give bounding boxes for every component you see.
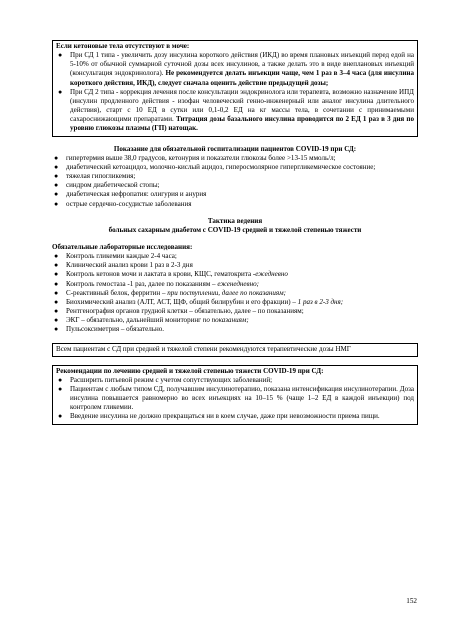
- item-text: синдром диабетической стопы;: [66, 181, 160, 190]
- list-item: [56, 88, 414, 134]
- item-text: Контроль гемостаза -1 раз, далее по показаниям –: [66, 279, 218, 288]
- bullet-icon: ●: [54, 307, 59, 316]
- item-text: При СД 1 типа - увеличить дозу инсулина короткого действия (ИКД) во время плановых инъекций перед едой на 5-10% от обычной суммарной суточной дозы всех инсулинов, а также делать это в виде внеплановых инъекций (консультация эндокринолога).: [70, 51, 414, 78]
- list-item: [52, 316, 418, 325]
- bullet-icon: ●: [54, 162, 59, 171]
- list-item: [56, 385, 414, 412]
- bullet-icon: ●: [58, 375, 63, 384]
- hospitalization-list: [52, 154, 418, 209]
- bullet-icon: ●: [54, 279, 59, 288]
- list-item: [56, 412, 414, 421]
- box-text: Всем пациентам с СД при средней и тяжелой степени рекомендуются терапевтические дозы НМГ: [56, 344, 351, 353]
- item-text: Пульсоксиметрия – обязательно.: [66, 325, 165, 334]
- item-text: Биохимический анализ (АЛТ, АСТ, ЩФ, общий билирубин и его фракции) –: [66, 297, 298, 306]
- ketone-list: [56, 51, 414, 133]
- item-italic-text: при поступлении, далее по показаниям;: [167, 288, 287, 297]
- list-item: [52, 163, 418, 172]
- list-item: [52, 181, 418, 190]
- item-text: тяжелая гипогликемия;: [66, 172, 136, 181]
- bullet-icon: ●: [54, 190, 59, 199]
- item-text: гипертермия выше 38,0 градусов, кетонурия и показатели глюкозы более >13-15 ммоль/л;: [66, 153, 336, 162]
- bullet-icon: ●: [54, 261, 59, 270]
- bullet-icon: ●: [54, 181, 59, 190]
- list-item: [52, 270, 418, 279]
- item-text: Клинический анализ крови 1 раз в 2-3 дня: [66, 261, 193, 270]
- item-text: диабетический кетоацидоз, молочно-кислый ацидоз, гиперосмолярное гипергликемическое состояние;: [66, 162, 376, 171]
- ketone-recommendation-box: [52, 40, 418, 137]
- item-italic-text: еженедневно;: [217, 279, 259, 288]
- item-text: Рентгенография органов грудной клетки – обязательно, далее – по показаниям;: [66, 307, 304, 316]
- bullet-icon: ●: [54, 316, 59, 325]
- list-item: [52, 252, 418, 261]
- tactics-subheading: больных сахарным диабетом с COVID-19 средней и тяжелой степенью тяжести: [108, 225, 362, 234]
- bullet-icon: ●: [54, 199, 59, 208]
- tactics-heading: Тактика ведения: [207, 216, 263, 225]
- page-content: [52, 40, 418, 425]
- item-italic-text: 1 раз в 2-3 дня;: [297, 297, 344, 306]
- item-text: диабетическая нефропатия: олигурия и анурия: [66, 190, 207, 199]
- lab-list: [52, 252, 418, 334]
- item-text: С-реактивный белок, ферритин –: [66, 288, 168, 297]
- list-item: [56, 376, 414, 385]
- item-text: острые сердечно-сосудистые заболевания: [66, 199, 192, 208]
- page-number: 152: [406, 597, 417, 605]
- list-item: [52, 172, 418, 181]
- list-item: [56, 51, 414, 88]
- bullet-icon: ●: [54, 153, 59, 162]
- bullet-icon: ●: [58, 385, 63, 393]
- box-title: Рекомендации по лечению средней и тяжелой степенью тяжести COVID-19 при СД:: [56, 366, 324, 375]
- item-italic-text: ежедневно: [255, 270, 288, 279]
- item-text: Введение инсулина не должно прекращаться ни в коем случае, даже при невозможности приема пищи.: [70, 412, 380, 421]
- treatment-recommendation-box: [52, 365, 418, 425]
- box-title: Если кетоновые тела отсутствуют в моче:: [56, 42, 190, 50]
- bullet-icon: ●: [54, 172, 59, 181]
- item-text: ЭКГ – обязательно, дальнейший мониторинг: [66, 316, 203, 325]
- list-item: [52, 190, 418, 199]
- item-text: При СД 2 типа - коррекция лечения после консультации эндокринолога или терапевта, возможно назначение ИПД (инсулин продленного действия - изофан человеческий генно-инженерный или аналог инсулина длительного действия), старт с 10 ЕД в сутки или 0,1-0,2 ЕД на кг массы тела, в сочетании с принимаемыми сахароснижающими препаратами.: [70, 87, 414, 124]
- list-item: [52, 307, 418, 316]
- bullet-icon: ●: [54, 288, 59, 297]
- item-bold-text: Титрация дозы базального инсулина проводится по 2 ЕД 1 раз в 3 дня по уровню глюкозы плазмы (ГП) натощак.: [70, 115, 414, 133]
- bullet-icon: ●: [54, 325, 59, 334]
- item-bold-text: Не рекомендуется делать инъекции чаще, чем 1 раз в 3–4 часа (для инсулина короткого действия, ИКД), следует сначала оценить действие предыдущей дозы;: [70, 69, 415, 87]
- list-item: [52, 325, 418, 334]
- item-text: Расширить питьевой режим с учетом сопутствующих заболеваний;: [70, 375, 273, 384]
- bullet-icon: ●: [58, 412, 63, 421]
- hospitalization-heading: Показание для обязательной госпитализации пациентов COVID-19 при СД:: [113, 144, 357, 153]
- item-text: Пациентам с любым типом СД, получавшим инсулинотерапию, показана интенсификация инсулинотерапии. Доза инсулина повышается равномерно во всех инъекциях на 10–15 % (чаще 1–2 ЕД в каждой инъекции) под контролем гликемии.: [70, 385, 414, 412]
- nmg-recommendation-box: [52, 343, 418, 357]
- treatment-list: [56, 376, 414, 422]
- item-text: Контроль гликемии каждые 2-4 часа;: [66, 252, 177, 261]
- list-item: [52, 298, 418, 307]
- list-item: [52, 200, 418, 209]
- bullet-icon: ●: [54, 270, 59, 279]
- bullet-icon: ●: [54, 252, 59, 261]
- list-item: [52, 154, 418, 163]
- item-text: Контроль кетонов мочи и лактата в крови, КЩС, гематокрита -: [66, 270, 256, 279]
- bullet-icon: ●: [58, 51, 63, 60]
- list-item: [52, 261, 418, 270]
- lab-heading: Обязательные лабораторные исследования:: [52, 242, 193, 251]
- bullet-icon: ●: [58, 87, 63, 96]
- list-item: [52, 289, 418, 298]
- item-italic-text: по показаниям;: [202, 316, 249, 325]
- list-item: [52, 280, 418, 289]
- bullet-icon: ●: [54, 297, 59, 306]
